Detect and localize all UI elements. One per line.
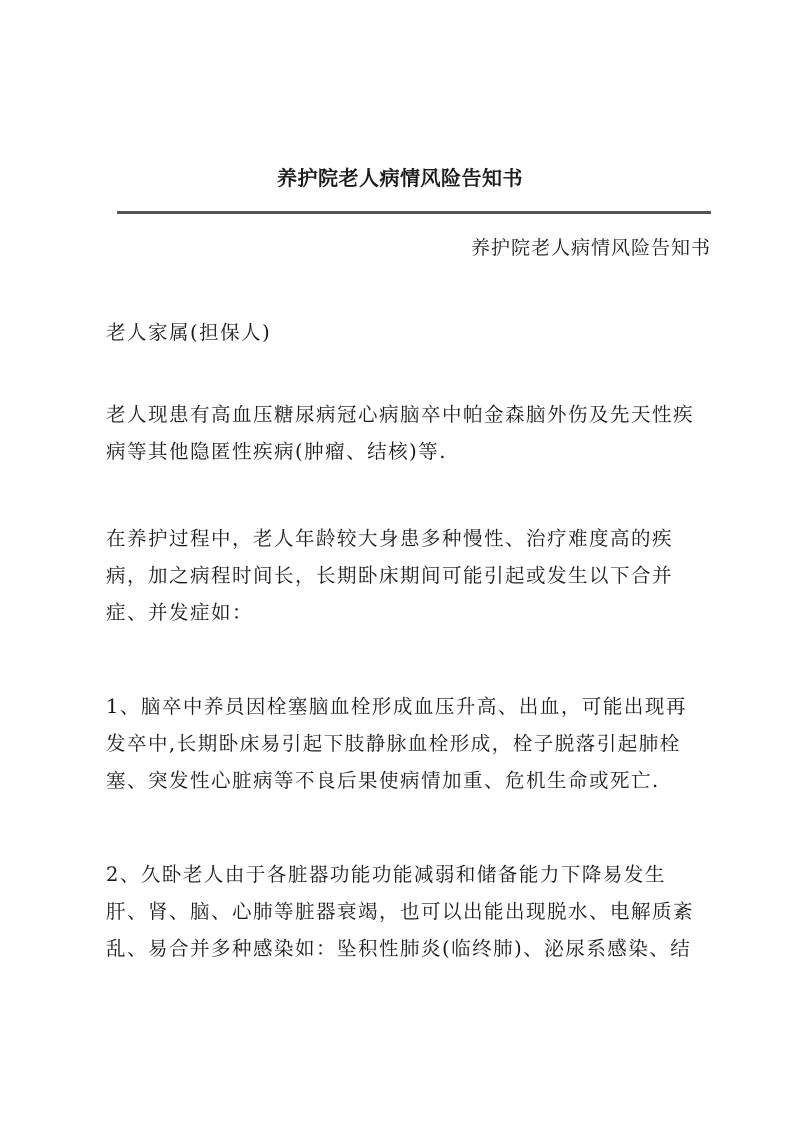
title-divider <box>117 211 711 214</box>
paragraph-line: 乱、易合并多种感染如：坠积性肺炎(临终肺)、泌尿系感染、结 <box>106 937 692 960</box>
risk-item-2 <box>106 856 716 967</box>
salutation-line: 老人家属(担保人) <box>106 321 272 344</box>
paragraph-line: 1、脑卒中养员因栓塞脑血栓形成血压升高、出血，可能出现再 <box>106 695 687 718</box>
paragraph-line: 发卒中,长期卧床易引起下肢静脉血栓形成，栓子脱落引起肺栓 <box>106 732 681 755</box>
diseases-paragraph <box>106 396 716 470</box>
paragraph-line: 在养护过程中，老人年龄较大身患多种慢性、治疗难度高的疾 <box>106 527 674 550</box>
paragraph-line: 病，加之病程时间长，长期卧床期间可能引起或发生以下合并 <box>106 564 674 587</box>
paragraph-line: 病等其他隐匿性疾病(肿瘤、结核)等. <box>106 440 447 463</box>
paragraph-line: 肝、肾、脑、心肺等脏器衰竭，也可以出能出现脱水、电解质紊 <box>106 900 695 923</box>
document-header-right: 养护院老人病情风险告知书 <box>470 237 711 259</box>
risk-item-1 <box>106 688 716 799</box>
paragraph-line: 症、并发症如： <box>106 601 254 624</box>
document-title: 养护院老人病情风险告知书 <box>277 166 523 190</box>
paragraph-line: 2、久卧老人由于各脏器功能功能减弱和储备能力下降易发生 <box>106 863 666 886</box>
intro-paragraph <box>106 520 716 631</box>
paragraph-line: 老人现患有高血压糖尿病冠心病脑卒中帕金森脑外伤及先天性疾 <box>106 403 695 426</box>
salutation-paragraph <box>106 314 716 351</box>
paragraph-line: 塞、突发性心脏病等不良后果使病情加重、危机生命或死亡. <box>106 769 660 792</box>
